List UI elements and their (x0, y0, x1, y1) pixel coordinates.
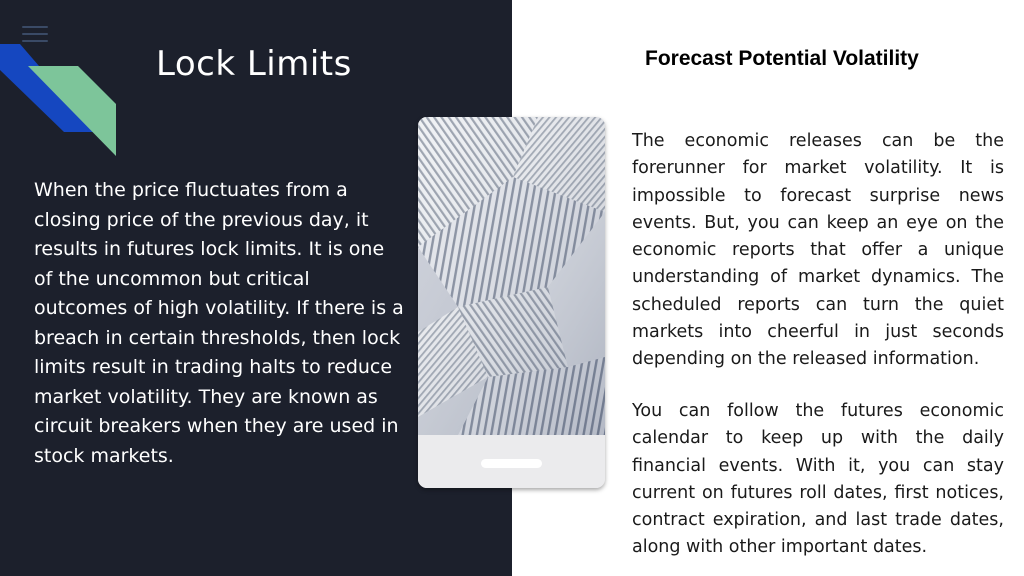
volatility-paragraph-2: You can follow the futures economic calendar to keep up with the daily financial events. With it, you can stay current on futures roll dates, first notices, contract expiration, and last trade dates, along with other important dates. (632, 401, 1004, 558)
volatility-paragraph-1: The economic releases can be the forerunner for market volatility. It is impossible to forecast surprise news events. But, you can keep an eye on the economic reports that offer a unique understanding of market dynamics. The scheduled reports can turn the quiet markets into cheerful in just seconds depending on the released information. (632, 131, 1004, 370)
phone-bezel-bottom (418, 435, 605, 488)
diagonal-stripes-decoration (0, 0, 130, 170)
lock-limits-paragraph: When the price fluctuates from a closing price of the previous day, it results in futures lock limits. It is one of the uncommon but critical outcomes of high volatility. If there is a breach in certain thresholds, then lock limits result in trading halts to reduce market volatility. They are known as circuit breakers when they are used in stock markets. (34, 179, 404, 467)
slide-title: Lock Limits (156, 44, 352, 84)
abstract-fins-image (418, 117, 605, 435)
home-indicator (481, 459, 542, 468)
section-heading: Forecast Potential Volatility (645, 47, 919, 70)
phone-mockup (418, 117, 605, 488)
